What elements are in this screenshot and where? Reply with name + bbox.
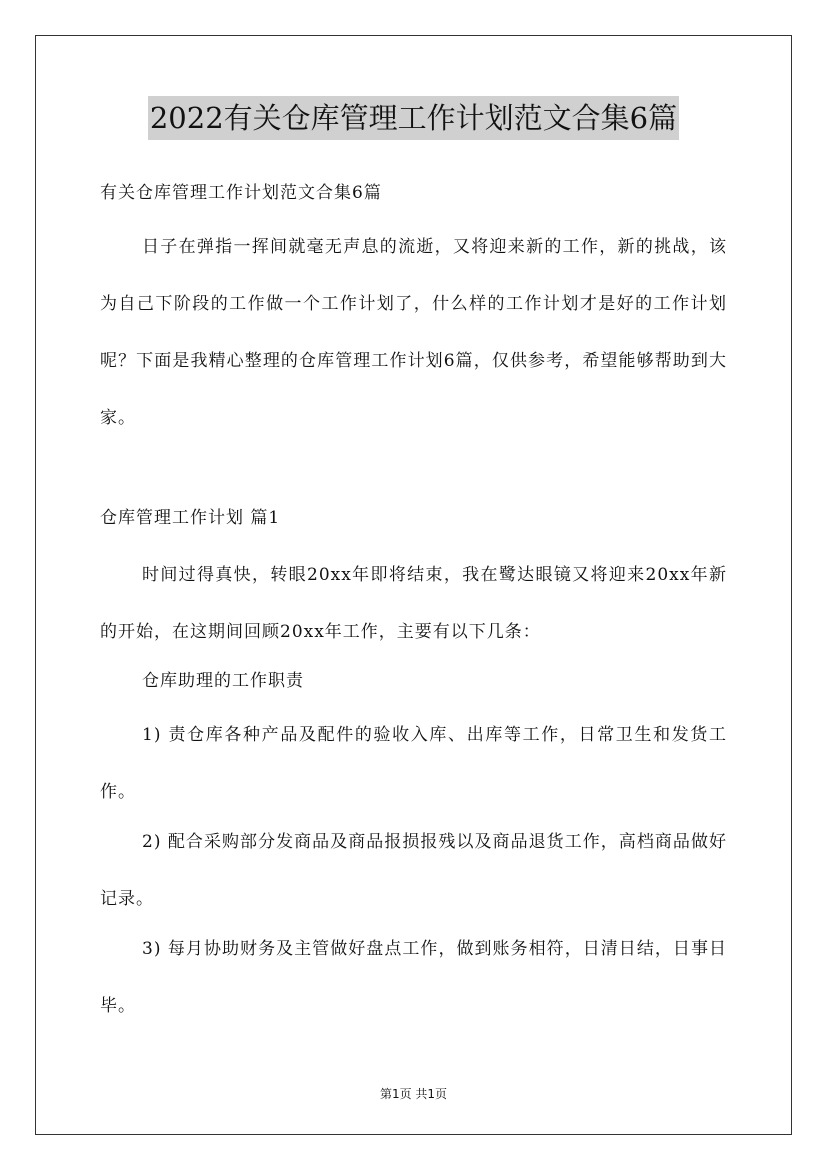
list-item: 3) 每月协助财务及主管做好盘点工作，做到账务相符，日清日结，日事日毕。 [100,939,727,1016]
subtitle: 有关仓库管理工作计划范文合集6篇 [100,183,382,203]
list-item: 1) 责仓库各种产品及配件的验收入库、出库等工作，日常卫生和发货工作。 [100,725,727,802]
section-heading: 仓库管理工作计划 篇1 [100,508,281,528]
duties-heading: 仓库助理的工作职责 [142,671,304,691]
intro-paragraph: 日子在弹指一挥间就毫无声息的流逝，又将迎来新的工作，新的挑战，该为自己下阶段的工作做一个工作计划了，什么样的工作计划才是好的工作计划呢？下面是我精心整理的仓库管理工作计划6篇，仅供参考，希望能够帮助到大家。 [100,237,727,428]
page-footer: 第1页 共1页 [379,1087,448,1101]
paragraph: 时间过得真快，转眼20xx年即将结束，我在鹭达眼镜又将迎来20xx年新的开始，在这期间回顾20xx年工作，主要有以下几条： [100,565,727,642]
list-item: 2) 配合采购部分发商品及商品报损报残以及商品退货工作，高档商品做好记录。 [100,832,727,909]
document-title: 2022有关仓库管理工作计划范文合集6篇 [148,96,679,140]
title-container [0,96,827,140]
